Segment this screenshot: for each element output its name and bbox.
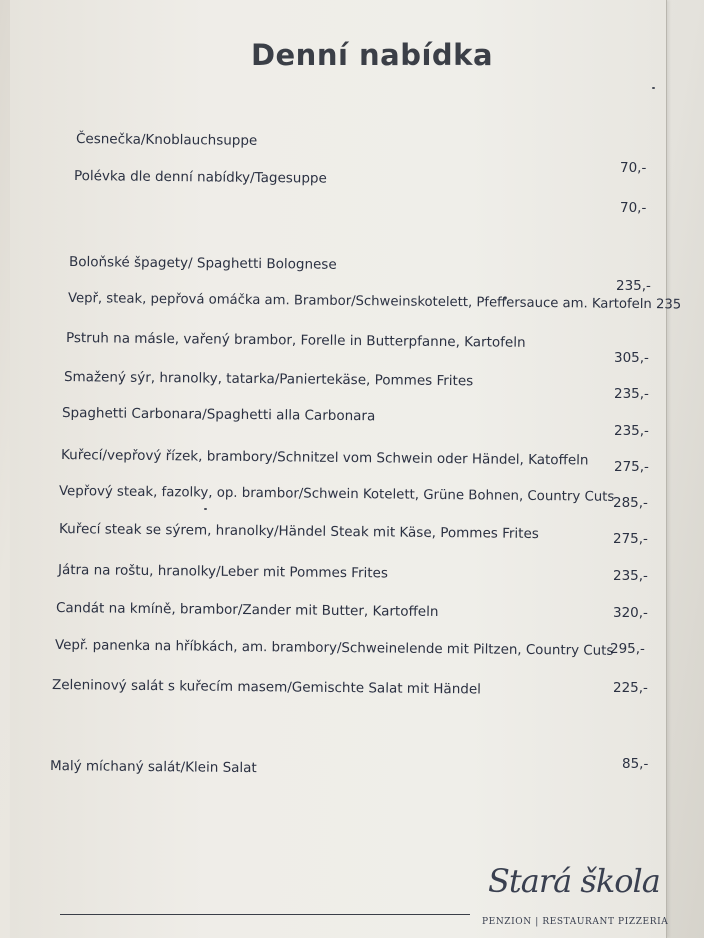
logo-subtitle: PENZION | RESTAURANT PIZZERIA — [482, 917, 669, 927]
footer-rule — [60, 914, 470, 915]
menu-item-price: 235,- — [613, 568, 648, 584]
menu-item-name: Smažený sýr, hranolky, tatarka/Paniertekäse, Pommes Frites — [63, 369, 474, 390]
menu-item-price: 275,- — [614, 459, 649, 475]
menu-item-name: Spaghetti Carbonara/Spaghetti alla Carbonara — [61, 405, 376, 425]
menu-item-name: Pstruh na másle, vařený brambor, Forelle in Butterpfanne, Kartofeln — [65, 330, 526, 351]
menu-item-name: Játra na roštu, hranolky/Leber mit Pommes Frites — [57, 562, 389, 582]
menu-item-name: Vepř. panenka na hříbkách, am. brambory/Schweinelende mit Piltzen, Country Cuts — [54, 638, 614, 659]
menu-item-price: 70,- — [620, 160, 647, 176]
menu-item-price: 285,- — [613, 495, 648, 511]
menu-item-price: 275,- — [613, 531, 648, 547]
menu-title: Denní nabídka — [250, 38, 494, 72]
menu-item-name: Kuřecí/vepřový řízek, brambory/Schnitzel vom Schwein oder Händel, Katoffeln — [60, 447, 589, 469]
menu-item-name: Vepř, steak, pepřová omáčka am. Brambor/Schweinskotelett, Pfeffersauce am. Kartofeln 235 — [67, 291, 682, 313]
restaurant-logo: Stará škola — [488, 862, 660, 900]
menu-item-name: Kuřecí steak se sýrem, hranolky/Händel Steak mit Käse, Pommes Frites — [58, 521, 539, 543]
menu-item-price: 70,- — [620, 200, 647, 216]
menu-item-price: 235,- — [614, 386, 649, 402]
menu-item-price: 305,- — [614, 350, 649, 366]
menu-item-price: 320,- — [613, 605, 648, 621]
menu-item-price: 225,- — [613, 680, 648, 696]
menu-item-price: 235,- — [616, 278, 651, 294]
menu-item-price: 235,- — [614, 423, 649, 439]
menu-item-name: Boloňské špagety/ Spaghetti Bolognese — [68, 254, 337, 273]
menu-item-name: Zeleninový salát s kuřecím masem/Gemischte Salat mit Händel — [51, 677, 482, 698]
speck-mark — [652, 87, 655, 89]
menu-sheet — [10, 0, 682, 938]
menu-item-name: Vepřový steak, fazolky, op. brambor/Schwein Kotelett, Grüne Bohnen, Country Cuts — [58, 484, 615, 505]
menu-item-name: Česnečka/Knoblauchsuppe — [75, 131, 258, 149]
speck-mark — [204, 508, 207, 510]
menu-item-name: Candát na kmíně, brambor/Zander mit Butter, Kartoffeln — [55, 600, 439, 621]
menu-item-price: 295,- — [610, 641, 645, 657]
menu-item-name: Polévka dle denní nabídky/Tagesuppe — [73, 168, 327, 187]
menu-item-price: 85,- — [622, 756, 649, 772]
menu-item-name: Malý míchaný salát/Klein Salat — [49, 758, 257, 777]
